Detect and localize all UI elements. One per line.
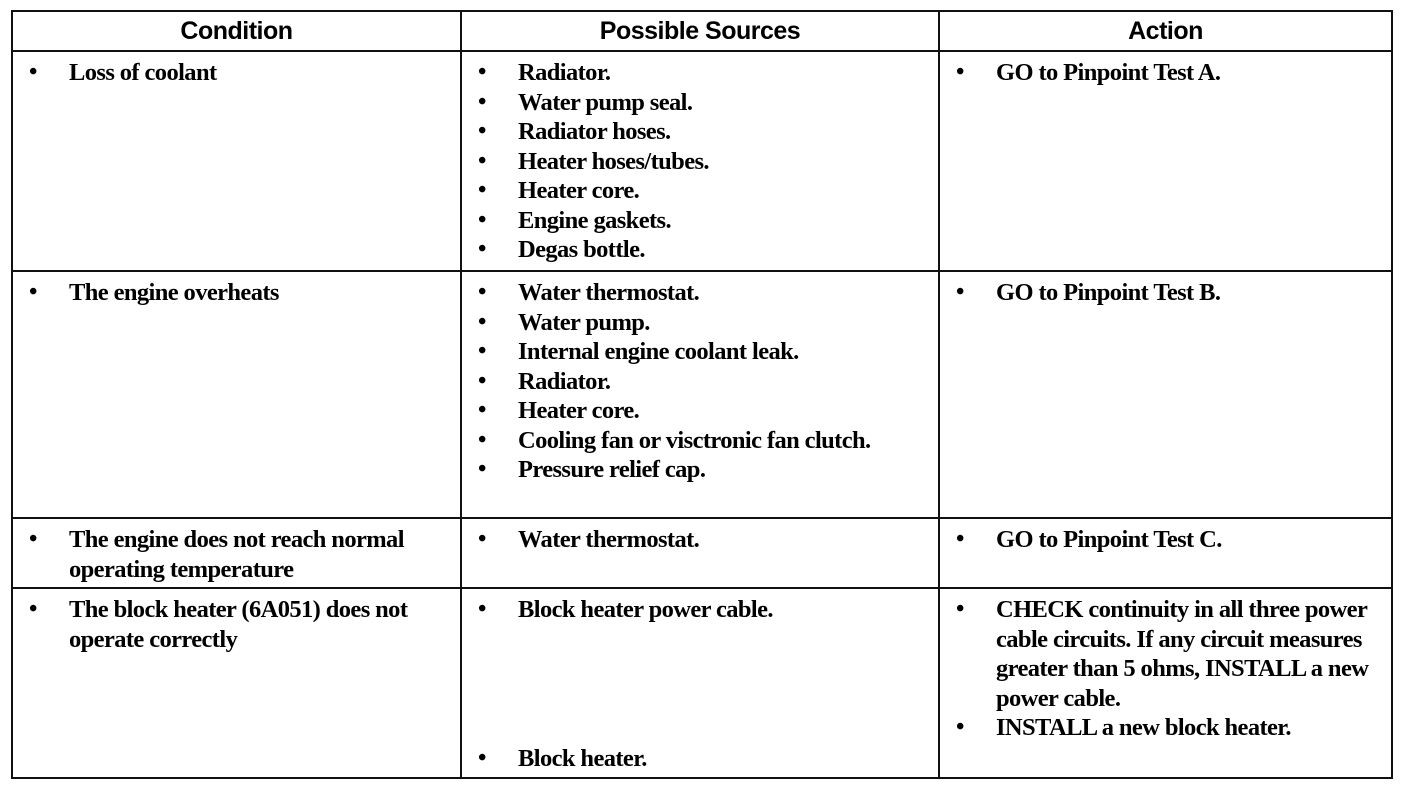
source-item: • Heater hoses/tubes.	[518, 147, 930, 177]
source-item: • Block heater power cable.	[518, 595, 930, 625]
sources-cell	[461, 271, 939, 518]
action-cell	[939, 51, 1392, 271]
action-item: • INSTALL a new block heater.	[996, 713, 1383, 743]
source-item: • Cooling fan or visctronic fan clutch.	[518, 426, 930, 456]
condition-item: • The engine overheats	[69, 278, 452, 308]
condition-item: • Loss of coolant	[69, 58, 452, 88]
source-item: • Radiator.	[518, 58, 930, 88]
action-cell	[939, 271, 1392, 518]
action-item: • GO to Pinpoint Test B.	[996, 278, 1383, 308]
header-action: Action	[939, 11, 1392, 51]
action-cell	[939, 588, 1392, 778]
condition-cell	[12, 271, 461, 518]
sources-cell	[461, 588, 939, 778]
source-item: • Heater core.	[518, 396, 930, 426]
condition-cell	[12, 588, 461, 778]
table-row	[12, 588, 1392, 778]
source-item: • Water pump seal.	[518, 88, 930, 118]
source-item: • Heater core.	[518, 176, 930, 206]
source-item: • Block heater.	[518, 744, 930, 774]
source-item: • Internal engine coolant leak.	[518, 337, 930, 367]
table-row	[12, 518, 1392, 588]
source-item: • Water thermostat.	[518, 525, 930, 555]
source-item: • Water pump.	[518, 308, 930, 338]
header-condition: Condition	[12, 11, 461, 51]
sources-cell	[461, 51, 939, 271]
source-item: • Water thermostat.	[518, 278, 930, 308]
condition-item: • The block heater (6A051) does not operate correctly	[69, 595, 452, 654]
table-row	[12, 51, 1392, 271]
condition-item: • The engine does not reach normal operating temperature	[69, 525, 452, 584]
condition-cell	[12, 518, 461, 588]
action-item: • GO to Pinpoint Test A.	[996, 58, 1383, 88]
source-item: • Degas bottle.	[518, 235, 930, 265]
source-item: • Radiator.	[518, 367, 930, 397]
source-item: • Pressure relief cap.	[518, 455, 930, 485]
condition-cell	[12, 51, 461, 271]
diagnosis-table	[11, 10, 1393, 779]
action-cell	[939, 518, 1392, 588]
sources-cell	[461, 518, 939, 588]
header-possible-sources: Possible Sources	[461, 11, 939, 51]
table-row	[12, 271, 1392, 518]
source-item: • Engine gaskets.	[518, 206, 930, 236]
source-item: • Radiator hoses.	[518, 117, 930, 147]
action-item: • CHECK continuity in all three power cable circuits. If any circuit measures greater than 5 ohms, INSTALL a new power cable.	[996, 595, 1383, 713]
action-item: • GO to Pinpoint Test C.	[996, 525, 1383, 555]
header-row	[12, 11, 1392, 51]
